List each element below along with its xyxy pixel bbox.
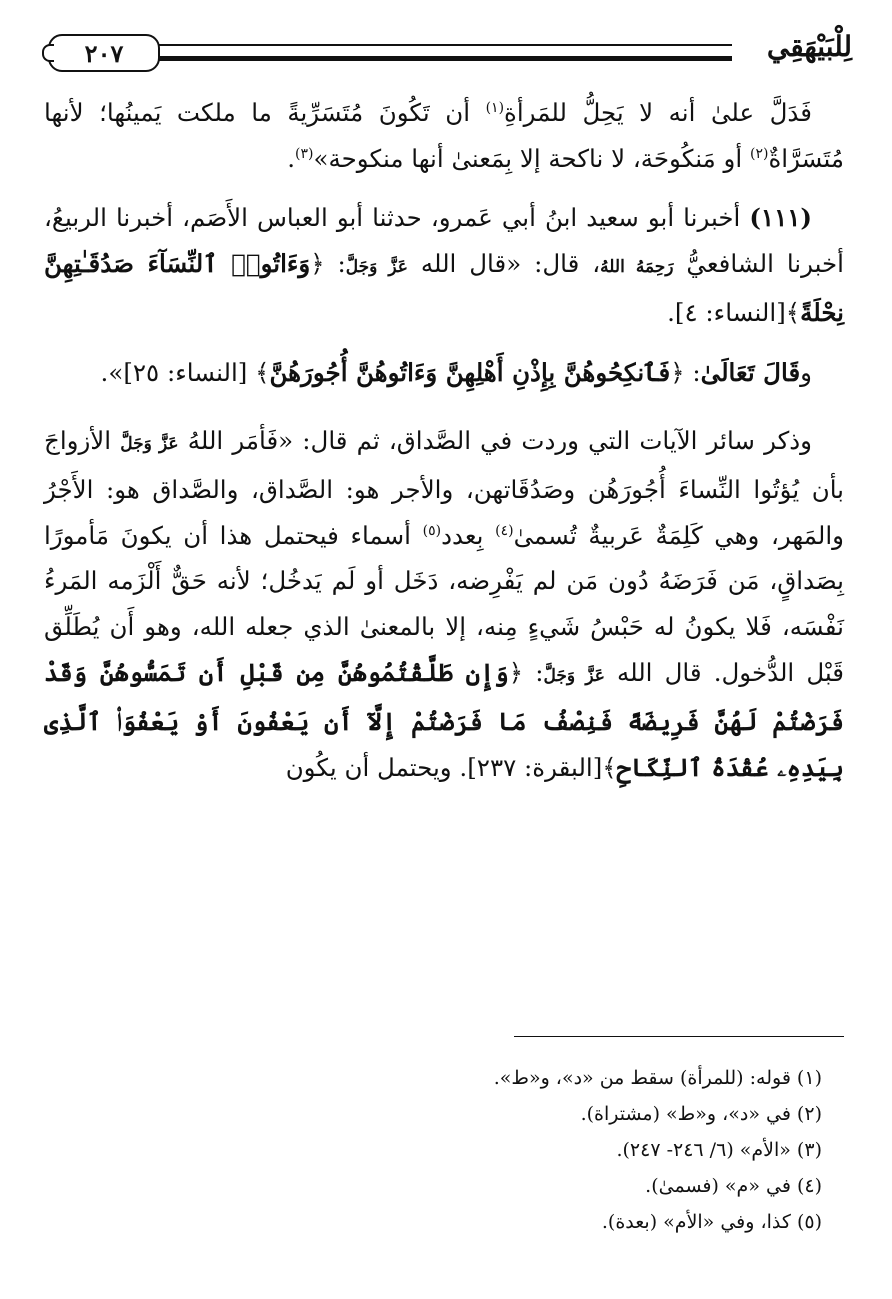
text-run: أو مَنكُوحَة، لا ناكحة إلا بِمَعنىٰ أنها منكوحة» <box>313 143 750 173</box>
honorific: عَزَّ وَجَلَّ <box>120 433 179 454</box>
verse-bracket-open: ﴿ <box>508 657 524 687</box>
paragraph <box>44 90 844 181</box>
page-number: ٢٠٧ <box>84 38 124 68</box>
paragraph <box>44 195 844 336</box>
verse-bracket-close: ﴾ <box>785 298 801 328</box>
paragraph <box>44 418 844 791</box>
header-rule <box>158 44 732 61</box>
text-run: و <box>800 357 812 387</box>
footnote-marker: (٥) <box>422 522 442 539</box>
quran-verse: وَءَاتُوا۟ ٱلنِّسَآءَ صَدُقَـٰتِهِنَّ نِحْلَةً <box>44 248 844 328</box>
footnote-separator <box>514 1036 844 1037</box>
running-title: لِلْبَيْهَقِي <box>766 30 852 63</box>
footnote-marker: (٢) <box>749 145 769 162</box>
text-run: الأزواجَ بأن يُؤتُوا النِّساءَ أُجُورَهُن وصَدُقَاتهن، والأجر هو: الصَّداق، والصَّداق هو: الأَجْرُ والمَهر، وهي كَلِمَةٌ عَربيةٌ تُسمىٰ <box>44 425 844 550</box>
footnote: (٥) كذا، وفي «الأم» (بعدة). <box>601 1211 822 1233</box>
verse-bracket-open: ﴿ <box>310 248 325 278</box>
footnote: (٤) في «م» (فسمىٰ). <box>645 1175 822 1197</box>
footnote-marker: (١) <box>485 99 505 116</box>
text-run: . <box>287 143 296 173</box>
hadith-number: (١١١) <box>749 203 812 233</box>
quran-verse: وَإِن طَلَّقْتُمُوهُنَّ مِن قَبْلِ أَن تَمَسُّوهُنَّ وَقَدْ فَرَضْتُمْ لَهُنَّ فَرِيضَةً فَنِصْفُ مَا فَرَضْتُمْ إِلَّآ أَن يَعْفُونَ أَوْ يَعْفُوَا۟ ٱلَّذِى بِيَدِهِۦ عُقْدَةُ ٱلنِّكَاحِ <box>44 657 844 782</box>
text-run: أسماء فيحتمل هذا أن يكونَ مَأمورًا بِصَداقٍ، مَن فَرَضَهُ دُون مَن لم يَفْرِضه، دَخَل أو لَم يَدخُل؛ لأنه حَقٌّ أَلْزَمه المَرءُ نَفْسَه، فَلا يكونُ له حَبْسُ شَيءٍ مِنه، إلا بالمعنىٰ الذي جعله الله، وهو أَن يُطَلِّق قَبْل الدُّخول. قال الله <box>44 520 844 687</box>
text-run: بِعدد <box>441 520 496 550</box>
honorific: رَحِمَهُ اللهُ <box>600 256 674 277</box>
footnote-marker: (٣) <box>295 145 314 162</box>
text-run: . ويحتمل أن يكُون <box>285 752 468 782</box>
text-run: فَدَلَّ علىٰ أنه لا يَحِلُّ للمَرأةِ <box>504 98 812 127</box>
footnote: (٢) في «د»، و«ط» (مشتراة). <box>580 1103 822 1125</box>
text-run: أخبرنا أبو سعيد ابنُ أبي عَمرو، حدثنا أبو العباس الأَصَم، أخبرنا الربيعُ، أخبرنا الشافعيُّ <box>44 203 844 278</box>
footnote: (٣) «الأم» (٦/ ٢٤٦- ٢٤٧). <box>616 1139 822 1161</box>
honorific: عَزَّ وَجَلَّ <box>543 665 605 686</box>
text-run: : <box>523 657 544 687</box>
verse-reference: [النساء: ٤]. <box>667 298 786 328</box>
text-run: وذكر سائر الآيات التي وردت في الصَّداق، ثم قال: «فَأمَر اللهُ <box>178 425 812 455</box>
text-run: أن تَكُونَ مُتَسَرِّيةً ما ملكت يَمينُها؛ لأنها مُتَسَرَّاةٌ <box>44 98 844 173</box>
verse-bracket-open: ﴿ <box>670 357 685 387</box>
footnote-marker: (٤) <box>495 522 514 539</box>
page-number-frame <box>48 34 160 72</box>
footnote: (١) قوله: (للمرأة) سقط من «د»، و«ط». <box>493 1067 822 1089</box>
text-run: : <box>324 248 346 278</box>
honorific: قَالَ تَعَالَىٰ <box>700 357 801 387</box>
text-run: ، قال: «قال الله <box>407 248 601 278</box>
verse-bracket-close: ﴾ <box>602 752 617 782</box>
verse-reference: [البقرة: ٢٣٧] <box>467 752 603 782</box>
main-text <box>44 90 844 790</box>
honorific: عَزَّ وَجَلَّ <box>345 256 408 277</box>
paragraph <box>44 350 844 396</box>
footnotes <box>62 1060 822 1240</box>
verse-bracket-close: ﴾ <box>255 357 270 387</box>
page-header <box>40 30 852 76</box>
quran-verse: فَٱنكِحُوهُنَّ بِإِذْنِ أَهْلِهِنَّ وَءَاتُوهُنَّ أُجُورَهُنَّ <box>269 357 671 387</box>
text-run: : <box>684 357 701 387</box>
verse-reference: [النساء: ٢٥]». <box>100 357 256 387</box>
